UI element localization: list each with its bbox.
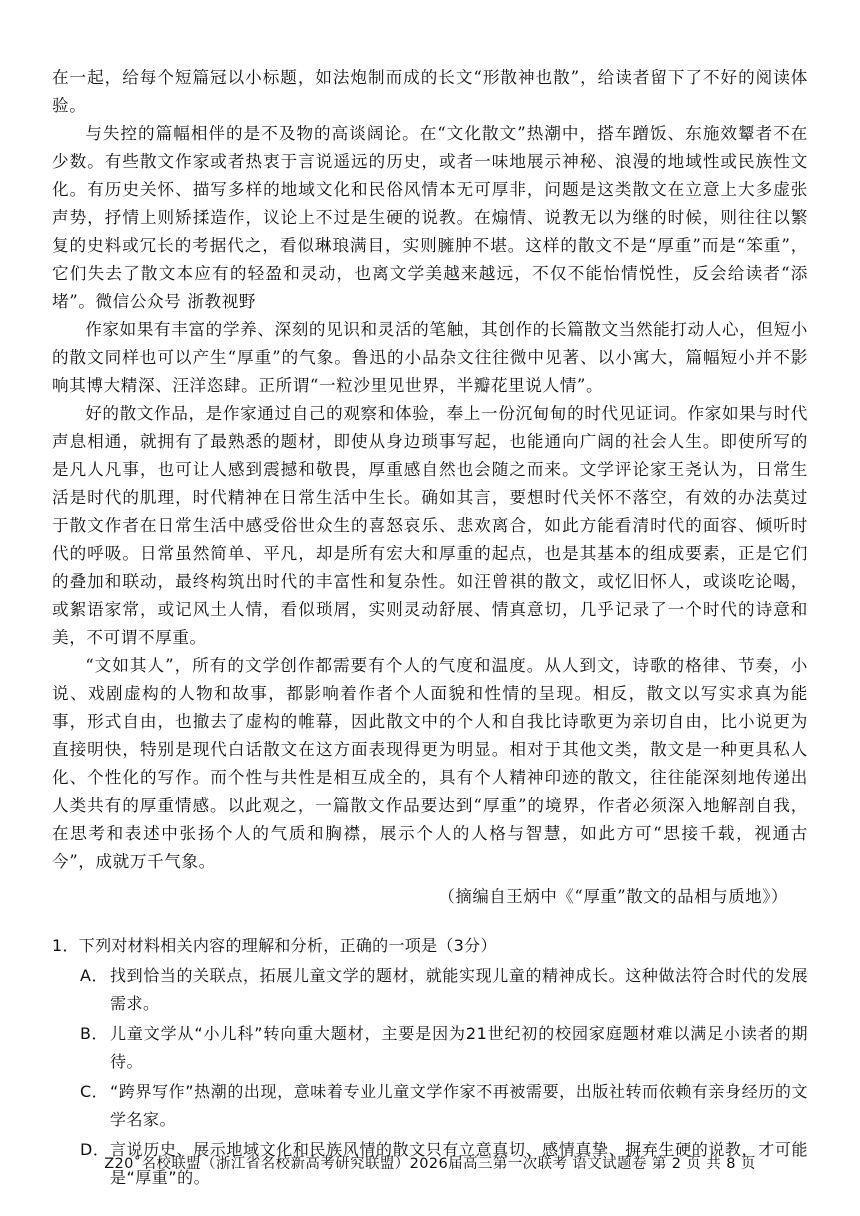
passage-paragraph-1: 在一起，给每个短篇冠以小标题，如法炮制而成的长文“形散神也散”，给读者留下了不好的阅读体验。 <box>52 68 808 115</box>
option-text: 找到恰当的关联点，拓展儿童文学的题材，就能实现儿童的精神成长。这种做法符合时代的发展需求。 <box>110 966 808 1013</box>
option-letter: A． <box>80 966 108 985</box>
reading-passage <box>52 64 808 912</box>
page-footer: Z20˚名校联盟（浙江省名校新高考研究联盟）2026届高三第一次联考 语文试题卷 第 2 页 共 8 页 <box>104 1156 756 1172</box>
option-b <box>52 1020 808 1076</box>
passage-paragraph-4: 好的散文作品，是作家通过自己的观察和体验，奉上一份沉甸甸的时代见证词。作家如果与时代声息相通，就拥有了最熟悉的题材，即使从身边琐事写起，也能通向广阔的社会人生。即使所写的是凡人凡事，也可让人感到震撼和敬畏，厚重感自然也会随之而来。文学评论家王尧认为，日常生活是时代的肌理，时代精神在日常生活中生长。确如其言，要想时代关怀不落空，有效的办法莫过于散文作者在日常生活中感受俗世众生的喜怒哀乐、悲欢离合，如此方能看清时代的面容、倾听时代的呼吸。日常虽然简单、平凡，却是所有宏大和厚重的起点，也是其基本的组成要素，正是它们的叠加和联动，最终构筑出时代的丰富性和复杂性。如汪曾祺的散文，或忆旧怀人，或谈吃论喝，或絮语家常，或记风土人情，看似琐屑，实则灵动舒展、情真意切，几乎记录了一个时代的诗意和美，不可谓不厚重。 <box>52 404 808 647</box>
passage-paragraph-5: “文如其人”，所有的文学创作都需要有个人的气度和温度。从人到文，诗歌的格律、节奏，小说、戏剧虚构的人物和故事，都影响着作者个人面貌和性情的呈现。相反，散文以写实求真为能事，形式自由，也撤去了虚构的帷幕，因此散文中的个人和自我比诗歌更为亲切自由，比小说更为直接明快，特别是现代白话散文在这方面表现得更为明显。相对于其他文类，散文是一种更具私人化、个性化的写作。而个性与共性是相互成全的，具有个人精神印迹的散文，往往能深刻地传递出人类共有的厚重情感。以此观之，一篇散文作品要达到“厚重”的境界，作者必须深入地解剖自我，在思考和表述中张扬个人的气质和胸襟，展示个人的人格与智慧，如此方可“思接千载，视通古今”，成就万千气象。 <box>52 656 808 871</box>
option-letter: B． <box>80 1024 108 1043</box>
option-a <box>52 962 808 1018</box>
question-stem: 1．下列对材料相关内容的理解和分析，正确的一项是（3分） <box>52 936 497 955</box>
option-c <box>52 1078 808 1134</box>
option-text: 言说历史、展示地域文化和民族风情的散文只有立意真切、感情真挚、摒弃生硬的说教，才可能是“厚重”的。 <box>110 1140 808 1187</box>
passage-source: （摘编自王炳中《“厚重”散文的品相与质地》） <box>438 887 788 906</box>
option-letter: D． <box>80 1140 110 1159</box>
passage-paragraph-2: 与失控的篇幅相伴的是不及物的高谈阔论。在“文化散文”热潮中，搭车蹭饭、东施效颦者不在少数。有些散文作家或者热衷于言说遥远的历史，或者一味地展示神秘、浪漫的地域性或民族性文化。有历史关怀、描写多样的地域文化和民俗风情本无可厚非，问题是这类散文在立意上大多虚张声势，抒情上则矫揉造作，议论上不过是生硬的说教。在煽情、说教无以为继的时候，则往往以繁复的史料或冗长的考据代之，看似琳琅满目，实则臃肿不堪。这样的散文不是“厚重”而是“笨重”，它们失去了散文本应有的轻盈和灵动，也离文学美越来越远，不仅不能怡情悦性，反会给读者“添堵”。微信公众号 浙教视野 <box>52 124 808 311</box>
passage-paragraph-3: 作家如果有丰富的学养、深刻的见识和灵活的笔触，其创作的长篇散文当然能打动人心，但短小的散文同样也可以产生“厚重”的气象。鲁迅的小品杂文往往微中见著、以小寓大，篇幅短小并不影响其博大精深、汪洋恣肆。正所谓“一粒沙里见世界，半瓣花里说人情”。 <box>52 320 808 395</box>
option-text: 儿童文学从“小儿科”转向重大题材，主要是因为21世纪初的校园家庭题材难以满足小读者的期待。 <box>110 1024 808 1071</box>
option-letter: C． <box>80 1082 109 1101</box>
option-text: “跨界写作”热潮的出现，意味着专业儿童文学作家不再被需要，出版社转而依赖有亲身经历的文学名家。 <box>110 1082 808 1129</box>
